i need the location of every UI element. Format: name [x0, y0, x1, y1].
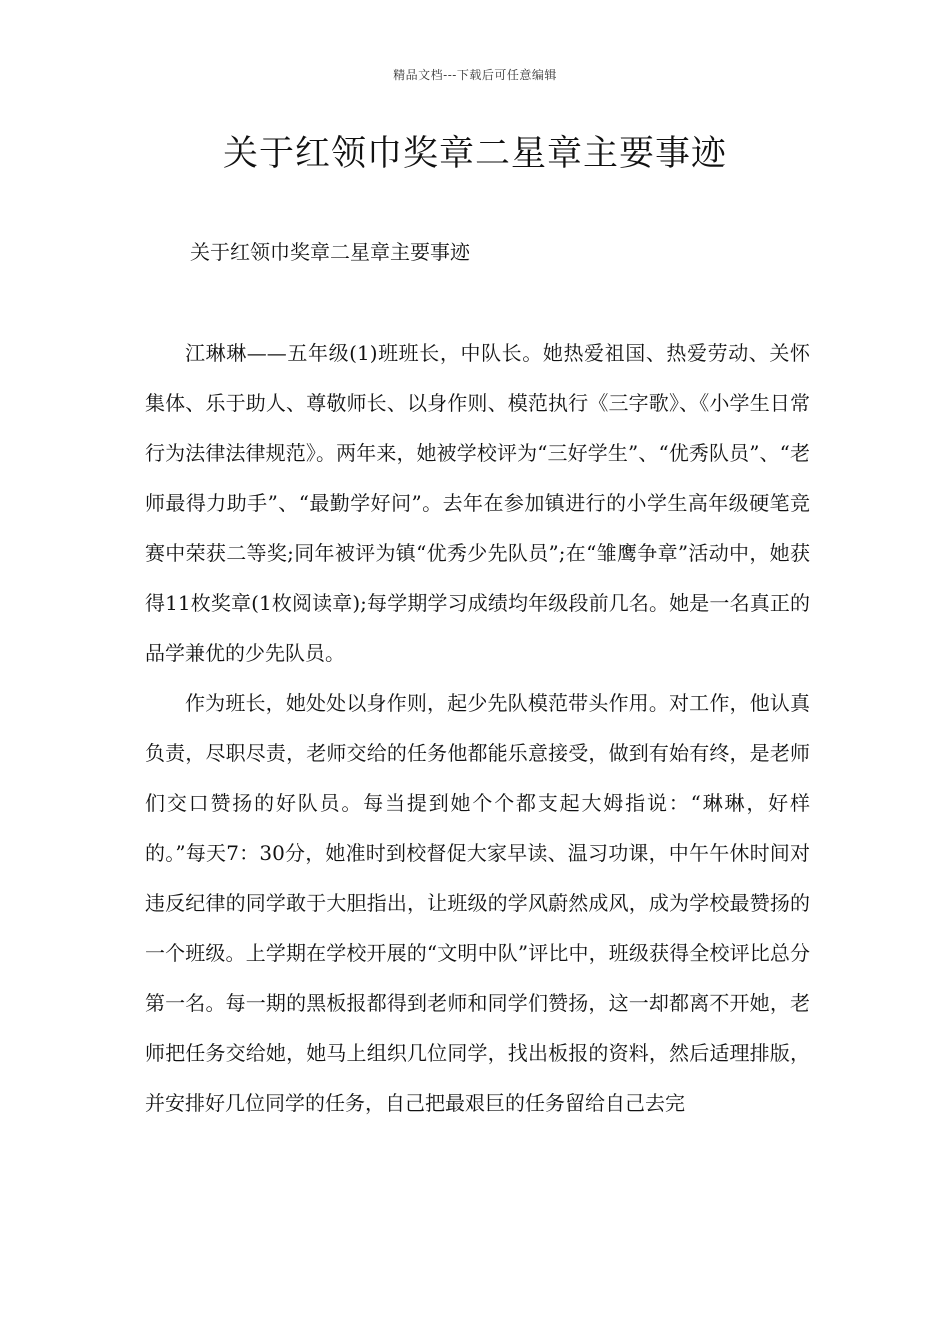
document-subtitle: 关于红领巾奖章二星章主要事迹: [190, 240, 470, 264]
paragraph: 江琳琳——五年级(1)班班长，中队长。她热爱祖国、热爱劳动、关怀集体、乐于助人、尊敬师长、以身作则、模范执行《三字歌》、《小学生日常行为法律法律规范》。两年来，她被学校评为“三好学生”、“优秀队员”、“老师最得力助手”、“最勤学好问”。去年在参加镇进行的小学生高年级硬笔竞赛中荣获二等奖;同年被评为镇“优秀少先队员”;在“雏鹰争章”活动中，她获得11枚奖章(1枚阅读章);每学期学习成绩均年级段前几名。她是一名真正的品学兼优的少先队员。: [145, 341, 810, 665]
document-body: [145, 328, 810, 1128]
paragraph: 作为班长，她处处以身作则，起少先队模范带头作用。对工作，他认真负责，尽职尽责，老师交给的任务他都能乐意接受，做到有始有终，是老师们交口赞扬的好队员。每当提到她个个都支起大姆指说：“琳琳，好样的。”每天7：30分，她准时到校督促大家早读、温习功课，中午午休时间对违反纪律的同学敢于大胆指出，让班级的学风蔚然成风，成为学校最赞扬的一个班级。上学期在学校开展的“文明中队”评比中，班级获得全校评比总分第一名。每一期的黑板报都得到老师和同学们赞扬，这一却都离不开她，老师把任务交给她，她马上组织几位同学，找出板报的资料，然后适理排版，并安排好几位同学的任务，自己把最艰巨的任务留给自己去完: [145, 691, 810, 1115]
header-note: 精品文档---下载后可任意编辑: [393, 68, 557, 82]
document-title: 关于红领巾奖章二星章主要事迹: [222, 134, 727, 174]
